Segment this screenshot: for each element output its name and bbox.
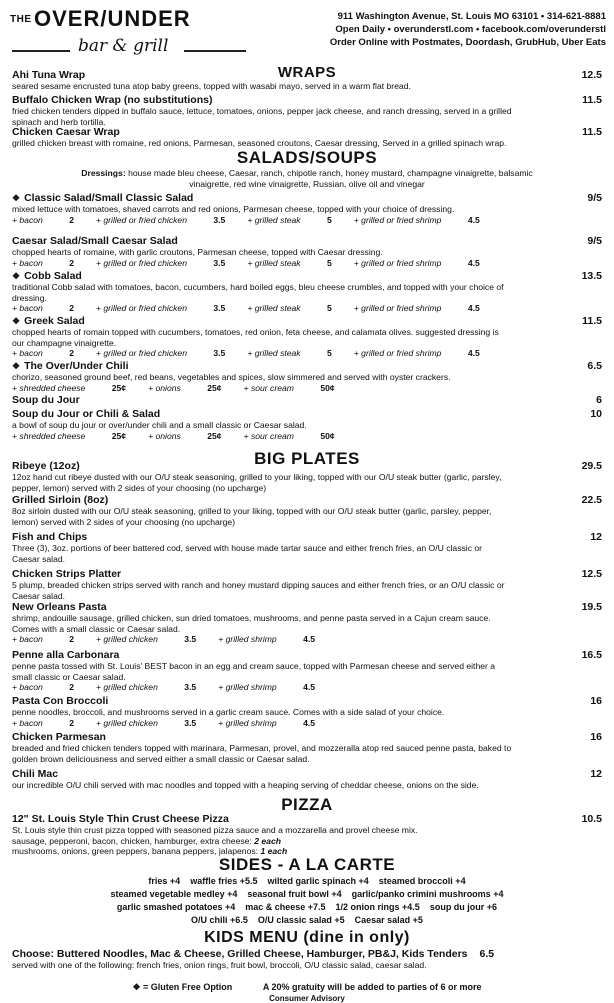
pizza-desc: St. Louis style thin crust pizza topped with seasoned pizza sauce and a mozzarella and provel cheese mix. <box>12 825 418 835</box>
side-item: soup du jour +6 <box>429 902 498 912</box>
menu-item <box>12 235 602 268</box>
item-name <box>12 408 602 420</box>
menu-item <box>12 649 602 693</box>
addon-label: + bacon <box>12 257 46 268</box>
sides-row <box>0 902 614 913</box>
item-price: 19.5 <box>581 601 602 613</box>
addon <box>96 634 196 645</box>
addon-label: + grilled chicken <box>96 682 161 693</box>
addon-price: 5 <box>327 214 332 225</box>
dressings-label: Dressings: <box>81 168 126 178</box>
item-addons <box>12 682 602 693</box>
gluten-free-icon: ❖ <box>12 361 21 371</box>
addon-price: 4.5 <box>467 303 480 314</box>
addon <box>218 682 315 693</box>
addon <box>12 258 74 269</box>
menu-item <box>12 601 602 645</box>
item-desc: chopped hearts of romain topped with cucumbers, tomatoes, red onion, feta cheese, and calamata olives. suggested dressing is our champagne vinaigrette. <box>12 327 499 348</box>
item-name <box>12 315 602 327</box>
contact-address: 911 Washington Avenue, St. Louis MO 63101 • 314-621-8881 <box>337 11 606 22</box>
addon-label: + bacon <box>12 634 46 645</box>
addon <box>12 718 74 729</box>
addon-price: 2 <box>69 303 74 314</box>
addon-label: + grilled steak <box>247 214 303 225</box>
menu-item <box>12 94 602 127</box>
addon-price: 5 <box>327 348 332 359</box>
addon <box>148 431 221 442</box>
item-name <box>12 94 602 106</box>
pizza-toppings-2: mushrooms, onions, green peppers, banana peppers, jalapenos: 1 each <box>12 846 288 857</box>
item-title: Chicken Parmesan <box>12 731 106 743</box>
section-title-wraps: WRAPS <box>277 64 337 81</box>
item-price: 11.5 <box>582 315 602 327</box>
addon-price: 4.5 <box>303 682 316 693</box>
menu-item <box>12 731 602 764</box>
addon <box>96 303 225 314</box>
item-addons <box>12 215 602 226</box>
addon <box>12 634 74 645</box>
addon-price: 25¢ <box>207 430 222 441</box>
addon-price: 2 <box>69 214 74 225</box>
sides-row <box>0 876 614 887</box>
item-price: 12.5 <box>581 568 602 580</box>
addon-label: + grilled steak <box>247 257 303 268</box>
addon-label: + grilled shrimp <box>218 717 280 728</box>
side-item: seasonal fruit bowl +4 <box>247 889 342 899</box>
sides-row <box>0 889 614 900</box>
item-desc: Three (3), 3oz. portions of beer battered cod, served with house made tartar sauce and either french fries, an O/U classic or Caesar salad. <box>12 543 483 564</box>
item-name <box>12 695 602 707</box>
addon-price: 2 <box>69 348 74 359</box>
logo-rule-left <box>12 50 70 52</box>
addon-label: + grilled or fried shrimp <box>353 257 444 268</box>
addon-price: 5 <box>327 303 332 314</box>
addon-label: + grilled or fried shrimp <box>353 348 444 359</box>
gratuity-note: A 20% gratuity will be added to parties of 6 or more <box>262 982 482 992</box>
contact-web: Open Daily • overunderstl.com • facebook.com/overunderstl <box>335 24 606 35</box>
addon <box>354 258 480 269</box>
item-title: Buffalo Chicken Wrap (no substitutions) <box>12 94 213 106</box>
item-price: 29.5 <box>581 460 602 472</box>
side-item: steamed broccoli +4 <box>378 876 466 886</box>
addon-label: + grilled chicken <box>96 717 161 728</box>
pizza-price: 10.5 <box>581 813 602 825</box>
item-title: Ribeye (12oz) <box>12 460 80 472</box>
addon <box>96 718 196 729</box>
side-item: fries +4 <box>148 876 181 886</box>
section-title-kids: KIDS MENU (dine in only) <box>204 929 410 946</box>
addon <box>96 348 225 359</box>
item-price: 11.5 <box>582 94 602 106</box>
addon-price: 4.5 <box>467 348 480 359</box>
addon <box>247 258 331 269</box>
kids-choices: Choose: Buttered Noodles, Mac & Cheese, Grilled Cheese, Hamburger, PB&J, Kids Tenders 6.5 <box>12 948 495 960</box>
logo-the: THE <box>10 14 32 25</box>
side-item: O/U chili +6.5 <box>191 915 248 925</box>
addon <box>247 215 331 226</box>
addon-price: 2 <box>69 717 74 728</box>
item-name <box>12 460 602 472</box>
gf-icon: ❖ <box>132 982 141 992</box>
item-price: 6 <box>596 394 602 406</box>
gf-legend: = Gluten Free Option <box>143 982 233 992</box>
addon-price: 3.5 <box>213 214 226 225</box>
item-title: Fish and Chips <box>12 531 88 543</box>
addon-price: 4.5 <box>467 214 480 225</box>
logo <box>8 6 248 62</box>
item-price: 22.5 <box>581 494 602 506</box>
section-title-sides: SIDES - A LA CARTE <box>218 855 396 874</box>
side-item: 1/2 onion rings +4.5 <box>335 902 420 912</box>
sides-row <box>0 915 614 926</box>
addon-label: + sour cream <box>243 430 297 441</box>
item-title: The Over/Under Chili <box>24 360 129 372</box>
item-desc: mixed lettuce with tomatoes, shaved carrots and red onions, Parmesan cheese, topped with your choice of dressing. <box>12 204 455 214</box>
menu-item <box>12 494 602 527</box>
item-name <box>12 494 602 506</box>
dressings-note <box>60 168 554 189</box>
item-addons <box>12 303 602 314</box>
consumer-advisory: Consumer Advisory <box>269 994 345 1003</box>
addon <box>218 718 315 729</box>
item-price: 12 <box>590 531 602 543</box>
menu-item <box>12 768 602 791</box>
item-name <box>12 649 602 661</box>
menu-item <box>12 270 602 314</box>
item-name <box>12 126 602 138</box>
addon-label: + grilled or fried chicken <box>96 303 190 314</box>
item-title: Soup du Jour or Chili & Salad <box>12 408 161 420</box>
addon-price: 4.5 <box>303 717 316 728</box>
item-title: Pasta Con Broccoli <box>12 695 109 707</box>
addon <box>12 682 74 693</box>
side-item: steamed vegetable medley +4 <box>110 889 238 899</box>
side-item: garlic/panko crimini mushrooms +4 <box>351 889 504 899</box>
item-name <box>12 601 602 613</box>
addon-price: 2 <box>69 682 74 693</box>
item-title: Chili Mac <box>12 768 59 780</box>
addon <box>12 348 74 359</box>
item-price: 9/5 <box>587 192 602 204</box>
gluten-free-icon: ❖ <box>12 316 21 326</box>
item-name <box>12 394 602 406</box>
item-price: 13.5 <box>581 270 602 282</box>
item-title: Chicken Caesar Wrap <box>12 126 120 138</box>
addon-label: + grilled shrimp <box>218 634 280 645</box>
item-price: 9/5 <box>587 235 602 247</box>
addon <box>354 348 480 359</box>
item-title: Chicken Strips Platter <box>12 568 122 580</box>
section-title-pizza: PIZZA <box>281 795 333 814</box>
item-price: 16.5 <box>581 649 602 661</box>
side-item: wilted garlic spinach +4 <box>267 876 369 886</box>
item-title: New Orleans Pasta <box>12 601 107 613</box>
item-addons <box>12 718 602 729</box>
addon-label: + onions <box>148 430 184 441</box>
item-desc: our incredible O/U chili served with mac noodles and topped with a heaping serving of cheddar cheese, onions on the side. <box>12 780 479 790</box>
item-price: 16 <box>590 731 602 743</box>
item-desc: chorizo, seasoned ground beef, red beans, vegetables and spices, slow simmered and served with oyster crackers. <box>12 372 451 382</box>
addon-label: + bacon <box>12 682 46 693</box>
addon-price: 50¢ <box>320 382 335 393</box>
addon-label: + grilled chicken <box>96 634 161 645</box>
item-addons <box>12 348 602 359</box>
addon <box>148 383 221 394</box>
logo-rule-right <box>184 50 246 52</box>
addon <box>354 215 480 226</box>
addon-label: + grilled or fried chicken <box>96 348 190 359</box>
addon-price: 3.5 <box>213 348 226 359</box>
side-item: O/U classic salad +5 <box>257 915 345 925</box>
item-title: Grilled Sirloin (8oz) <box>12 494 109 506</box>
addon-label: + bacon <box>12 717 46 728</box>
pizza-item <box>12 813 602 857</box>
section-title-salads: SALADS/SOUPS <box>236 148 378 167</box>
contact-info <box>276 10 606 49</box>
item-desc: chopped hearts of romaine, with garlic croutons, Parmesan cheese, topped with Caesar dressing. <box>12 247 383 257</box>
addon-label: + grilled steak <box>247 303 303 314</box>
pizza-name: 12" St. Louis Style Thin Crust Cheese Pizza <box>12 813 229 825</box>
item-name <box>12 235 602 247</box>
item-desc: breaded and fried chicken tenders topped with marinara, Parmesan, provel, and mozzeralla atop red sauced penne pasta, baked to golden brown deliciousness and served either a small classic or Caesar salad. <box>12 743 512 764</box>
menu-item <box>12 69 602 92</box>
menu-item <box>12 192 602 225</box>
logo-title: OVER/UNDER <box>34 6 191 31</box>
item-price: 10 <box>590 408 602 420</box>
addon <box>96 215 225 226</box>
item-title: Caesar Salad/Small Caesar Salad <box>12 235 178 247</box>
menu-item <box>12 315 602 359</box>
addon <box>96 682 196 693</box>
item-desc: grilled chicken breast with romaine, red onions, Parmesan, seasoned croutons, Caesar dressing, Served in a grilled spinach wrap. <box>12 138 507 148</box>
addon-price: 50¢ <box>320 430 335 441</box>
item-desc: shrimp, andouille sausage, grilled chicken, sun dried tomatoes, mushrooms, and penne pasta served in a Cajun cream sauce. Comes with a small classic or Caesar salad. <box>12 613 491 634</box>
addon-price: 4.5 <box>303 634 316 645</box>
menu-item <box>12 408 602 441</box>
side-item: mac & cheese +7.5 <box>245 902 326 912</box>
addon <box>244 383 335 394</box>
item-name <box>12 69 602 81</box>
item-desc: 8oz sirloin dusted with our O/U steak seasoning, grilled to your liking, topped with our O/U steak butter (garlic, parsley, pepper, lemon) served with 2 sides of your choosing (no upcharge) <box>12 506 492 527</box>
addon-price: 3.5 <box>184 682 197 693</box>
addon <box>247 303 331 314</box>
addon-price: 3.5 <box>184 717 197 728</box>
item-title: Soup du Jour <box>12 394 80 406</box>
addon-label: + grilled or fried chicken <box>96 214 190 225</box>
item-desc: traditional Cobb salad with tomatoes, bacon, cucumbers, hard boiled eggs, bleu cheese crumbles, and topped with your choice of dressing. <box>12 282 504 303</box>
item-title: Penne alla Carbonara <box>12 649 120 661</box>
item-name <box>12 192 602 204</box>
menu-item <box>12 126 602 149</box>
dressings-list: house made bleu cheese, Caesar, ranch, chipotle ranch, honey mustard, champagne vinaigrette, balsamic vinaigrette, red wine vinaigrette, Russian, olive oil and vinegar <box>128 168 533 189</box>
addon-label: + grilled or fried shrimp <box>353 214 444 225</box>
addon-label: + bacon <box>12 303 46 314</box>
item-name <box>12 731 602 743</box>
item-desc: penne pasta tossed with St. Louis' BEST bacon in an egg and cream sauce, topped with Parmesan cheese and served either a small classic or Caesar salad. <box>12 661 496 682</box>
addon-price: 3.5 <box>213 257 226 268</box>
item-desc: fried chicken tenders dipped in buffalo sauce, lettuce, tomatoes, onions, pepper jack cheese, and ranch dressing, served in a grilled spinach and herb tortilla. <box>12 106 512 127</box>
addon-price: 3.5 <box>213 303 226 314</box>
item-desc: penne noodles, broccoli, and mushrooms served in a garlic cream sauce. Comes with a side salad of your choice. <box>12 707 445 717</box>
addon <box>12 303 74 314</box>
addon <box>96 258 225 269</box>
menu-item <box>12 460 602 493</box>
side-item: Caesar salad +5 <box>354 915 423 925</box>
addon-label: + grilled or fried shrimp <box>353 303 444 314</box>
item-name <box>12 568 602 580</box>
item-title: Cobb Salad <box>24 270 82 282</box>
item-name <box>12 768 602 780</box>
logo-subtitle: bar & grill <box>78 36 169 56</box>
item-name <box>12 270 602 282</box>
item-desc: seared sesame encrusted tuna atop baby greens, topped with wasabi mayo, served in a warm flat bread. <box>12 81 411 91</box>
addon-price: 2 <box>69 257 74 268</box>
section-title-big-plates: BIG PLATES <box>254 449 360 468</box>
addon-label: + onions <box>148 382 184 393</box>
item-price: 11.5 <box>582 126 602 138</box>
addon <box>354 303 480 314</box>
item-price: 6.5 <box>587 360 602 372</box>
addon <box>12 215 74 226</box>
addon <box>218 634 315 645</box>
addon-price: 5 <box>327 257 332 268</box>
item-addons <box>12 634 602 645</box>
kids-price: 6.5 <box>479 948 495 960</box>
item-price: 12 <box>590 768 602 780</box>
kids-desc: served with one of the following: french fries, onion rings, fruit bowl, broccoli, O/U classic salad, caesar salad. <box>12 960 427 970</box>
addon-label: + grilled steak <box>247 348 303 359</box>
addon <box>12 431 126 442</box>
footer-notes <box>0 982 614 993</box>
addon-price: 25¢ <box>111 430 127 441</box>
item-addons <box>12 383 602 394</box>
addon-label: + bacon <box>12 214 46 225</box>
item-title: Greek Salad <box>24 315 85 327</box>
addon-label: + grilled shrimp <box>218 682 280 693</box>
menu-item <box>12 695 602 728</box>
addon-label: + shredded cheese <box>12 430 88 441</box>
item-price: 12.5 <box>581 69 602 81</box>
gluten-free-icon: ❖ <box>12 271 21 281</box>
item-addons <box>12 258 602 269</box>
addon <box>12 383 126 394</box>
menu-item <box>12 531 602 564</box>
contact-order: Order Online with Postmates, Doordash, GrubHub, Uber Eats <box>329 37 606 48</box>
menu-item <box>12 360 602 393</box>
menu-item <box>12 568 602 601</box>
addon-label: + bacon <box>12 348 46 359</box>
item-title: Classic Salad/Small Classic Salad <box>24 192 194 204</box>
gluten-free-icon: ❖ <box>12 193 21 203</box>
side-item: waffle fries +5.5 <box>190 876 258 886</box>
addon-price: 3.5 <box>184 634 197 645</box>
item-desc: a bowl of soup du jour or over/under chili and a small classic or Caesar salad. <box>12 420 307 430</box>
item-price: 16 <box>590 695 602 707</box>
addon-price: 25¢ <box>111 382 127 393</box>
addon-label: + sour cream <box>243 382 297 393</box>
addon-price: 4.5 <box>467 257 480 268</box>
item-addons <box>12 431 602 442</box>
side-item: garlic smashed potatoes +4 <box>116 902 236 912</box>
pizza-toppings-1: sausage, pepperoni, bacon, chicken, hamburger, extra cheese: 2 each <box>12 835 281 846</box>
addon-price: 25¢ <box>207 382 222 393</box>
addon <box>244 431 335 442</box>
item-desc: 5 plump, breaded chicken strips served with ranch and honey mustard dipping sauces and either french fries, or an O/U classic or Caesar salad. <box>12 580 505 601</box>
addon-label: + shredded cheese <box>12 382 88 393</box>
item-desc: 12oz hand cut ribeye dusted with our O/U steak seasoning, grilled to your liking, topped with our O/U steak butter (garlic, parsley, pepper, lemon) served with 2 sides of your choosing (no upcharge) <box>12 472 502 493</box>
item-title: Ahi Tuna Wrap <box>12 69 86 81</box>
item-name <box>12 360 602 372</box>
menu-item <box>12 394 602 406</box>
item-name <box>12 531 602 543</box>
addon-label: + grilled or fried chicken <box>96 257 190 268</box>
addon <box>247 348 331 359</box>
addon-price: 2 <box>69 634 74 645</box>
kids-item <box>12 948 602 971</box>
